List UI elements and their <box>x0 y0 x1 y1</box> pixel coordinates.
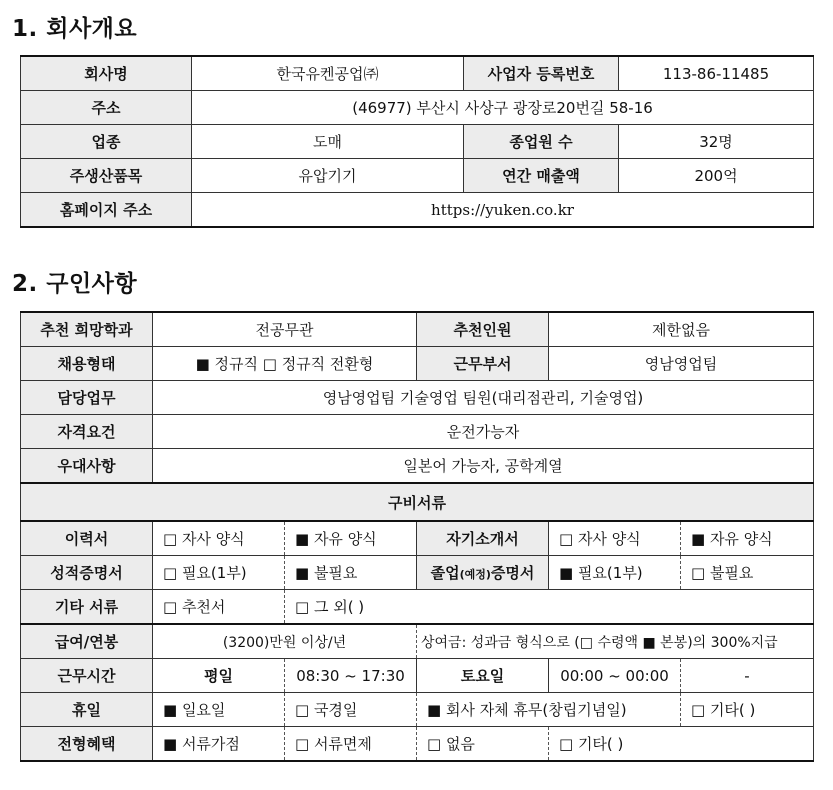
table-row <box>21 659 814 693</box>
employment-type-options: ■ 정규직 □ 정규직 전환형 <box>153 347 417 381</box>
etc-option-other: □ 그 외( ) <box>285 590 814 625</box>
address: (46977) 부산시 사상구 광장로20번길 58-16 <box>192 91 814 125</box>
biz-no-label: 사업자 등록번호 <box>464 56 619 91</box>
salary-label: 급여/연봉 <box>21 624 153 659</box>
saturday-label: 토요일 <box>417 659 549 693</box>
table-row <box>21 381 814 415</box>
industry-label: 업종 <box>21 125 192 159</box>
job-posting-table <box>20 311 814 762</box>
table-row <box>21 193 814 228</box>
table-row <box>21 449 814 484</box>
section-title-job: 2. 구인사항 <box>12 271 138 297</box>
holiday-option-other: □ 기타( ) <box>681 693 814 727</box>
industry: 도매 <box>192 125 464 159</box>
table-row <box>21 590 814 625</box>
benefit-label: 전형혜택 <box>21 727 153 762</box>
sales-label: 연간 매출액 <box>464 159 619 193</box>
homepage-label: 홈페이지 주소 <box>21 193 192 228</box>
table-row <box>21 693 814 727</box>
table-row <box>21 125 814 159</box>
hours-label: 근무시간 <box>21 659 153 693</box>
graduation-label: 졸업(예정)증명서 <box>417 556 549 590</box>
benefit-option-exempt: □ 서류면제 <box>285 727 417 762</box>
headcount: 제한없음 <box>549 312 814 347</box>
benefit-option-bonus-points: ■ 서류가점 <box>153 727 285 762</box>
resume-option-free-form: ■ 자유 양식 <box>285 521 417 556</box>
duty: 영남영업팀 기술영업 팀원(대리점관리, 기술영업) <box>153 381 814 415</box>
section-title-company: 1. 회사개요 <box>12 16 138 42</box>
table-row <box>21 483 814 521</box>
intro-label: 자기소개서 <box>417 521 549 556</box>
graduation-option-not-required: □ 불필요 <box>681 556 814 590</box>
resume-label: 이력서 <box>21 521 153 556</box>
intro-option-free-form: ■ 자유 양식 <box>681 521 814 556</box>
table-row <box>21 91 814 125</box>
table-row <box>21 347 814 381</box>
sales: 200억 <box>619 159 814 193</box>
holiday-label: 휴일 <box>21 693 153 727</box>
graduation-option-required: ■ 필요(1부) <box>549 556 681 590</box>
type-label: 채용형태 <box>21 347 153 381</box>
table-row <box>21 727 814 762</box>
major-label: 추천 희망학과 <box>21 312 153 347</box>
employees: 32명 <box>619 125 814 159</box>
qualification: 운전가능자 <box>153 415 814 449</box>
holiday-option-national: □ 국경일 <box>285 693 417 727</box>
bonus: 상여금: 성과금 형식으로 (□ 수령액 ■ 본봉)의 300%지급 <box>417 624 814 659</box>
company-name-label: 회사명 <box>21 56 192 91</box>
product-label: 주생산품목 <box>21 159 192 193</box>
preference: 일본어 가능자, 공학계열 <box>153 449 814 484</box>
table-row <box>21 521 814 556</box>
headcount-label: 추천인원 <box>417 312 549 347</box>
etc-option-recommendation: □ 추천서 <box>153 590 285 625</box>
resume-option-company-form: □ 자사 양식 <box>153 521 285 556</box>
dept-label: 근무부서 <box>417 347 549 381</box>
duty-label: 담당업무 <box>21 381 153 415</box>
company-overview-table <box>20 55 814 228</box>
grade-option-required: □ 필요(1부) <box>153 556 285 590</box>
sunday-hours: - <box>681 659 814 693</box>
weekday-label: 평일 <box>153 659 285 693</box>
etc-docs-label: 기타 서류 <box>21 590 153 625</box>
benefit-option-other: □ 기타( ) <box>549 727 814 762</box>
dept: 영남영업팀 <box>549 347 814 381</box>
weekday-hours: 08:30 ~ 17:30 <box>285 659 417 693</box>
saturday-hours: 00:00 ~ 00:00 <box>549 659 681 693</box>
grade-label: 성적증명서 <box>21 556 153 590</box>
holiday-option-company: ■ 회사 자체 휴무(창립기념일) <box>417 693 681 727</box>
table-row <box>21 415 814 449</box>
biz-no: 113-86-11485 <box>619 56 814 91</box>
major: 전공무관 <box>153 312 417 347</box>
benefit-option-none: □ 없음 <box>417 727 549 762</box>
preference-label: 우대사항 <box>21 449 153 484</box>
table-row <box>21 56 814 91</box>
qualification-label: 자격요건 <box>21 415 153 449</box>
employees-label: 종업원 수 <box>464 125 619 159</box>
docs-header: 구비서류 <box>21 483 814 521</box>
homepage-link[interactable]: https://yuken.co.kr <box>192 193 814 228</box>
intro-option-company-form: □ 자사 양식 <box>549 521 681 556</box>
product: 유압기기 <box>192 159 464 193</box>
holiday-option-sunday: ■ 일요일 <box>153 693 285 727</box>
address-label: 주소 <box>21 91 192 125</box>
grade-option-not-required: ■ 불필요 <box>285 556 417 590</box>
table-row <box>21 159 814 193</box>
salary: (3200)만원 이상/년 <box>153 624 417 659</box>
company-name: 한국유켄공업㈜ <box>192 56 464 91</box>
table-row <box>21 624 814 659</box>
table-row <box>21 556 814 590</box>
table-row <box>21 312 814 347</box>
